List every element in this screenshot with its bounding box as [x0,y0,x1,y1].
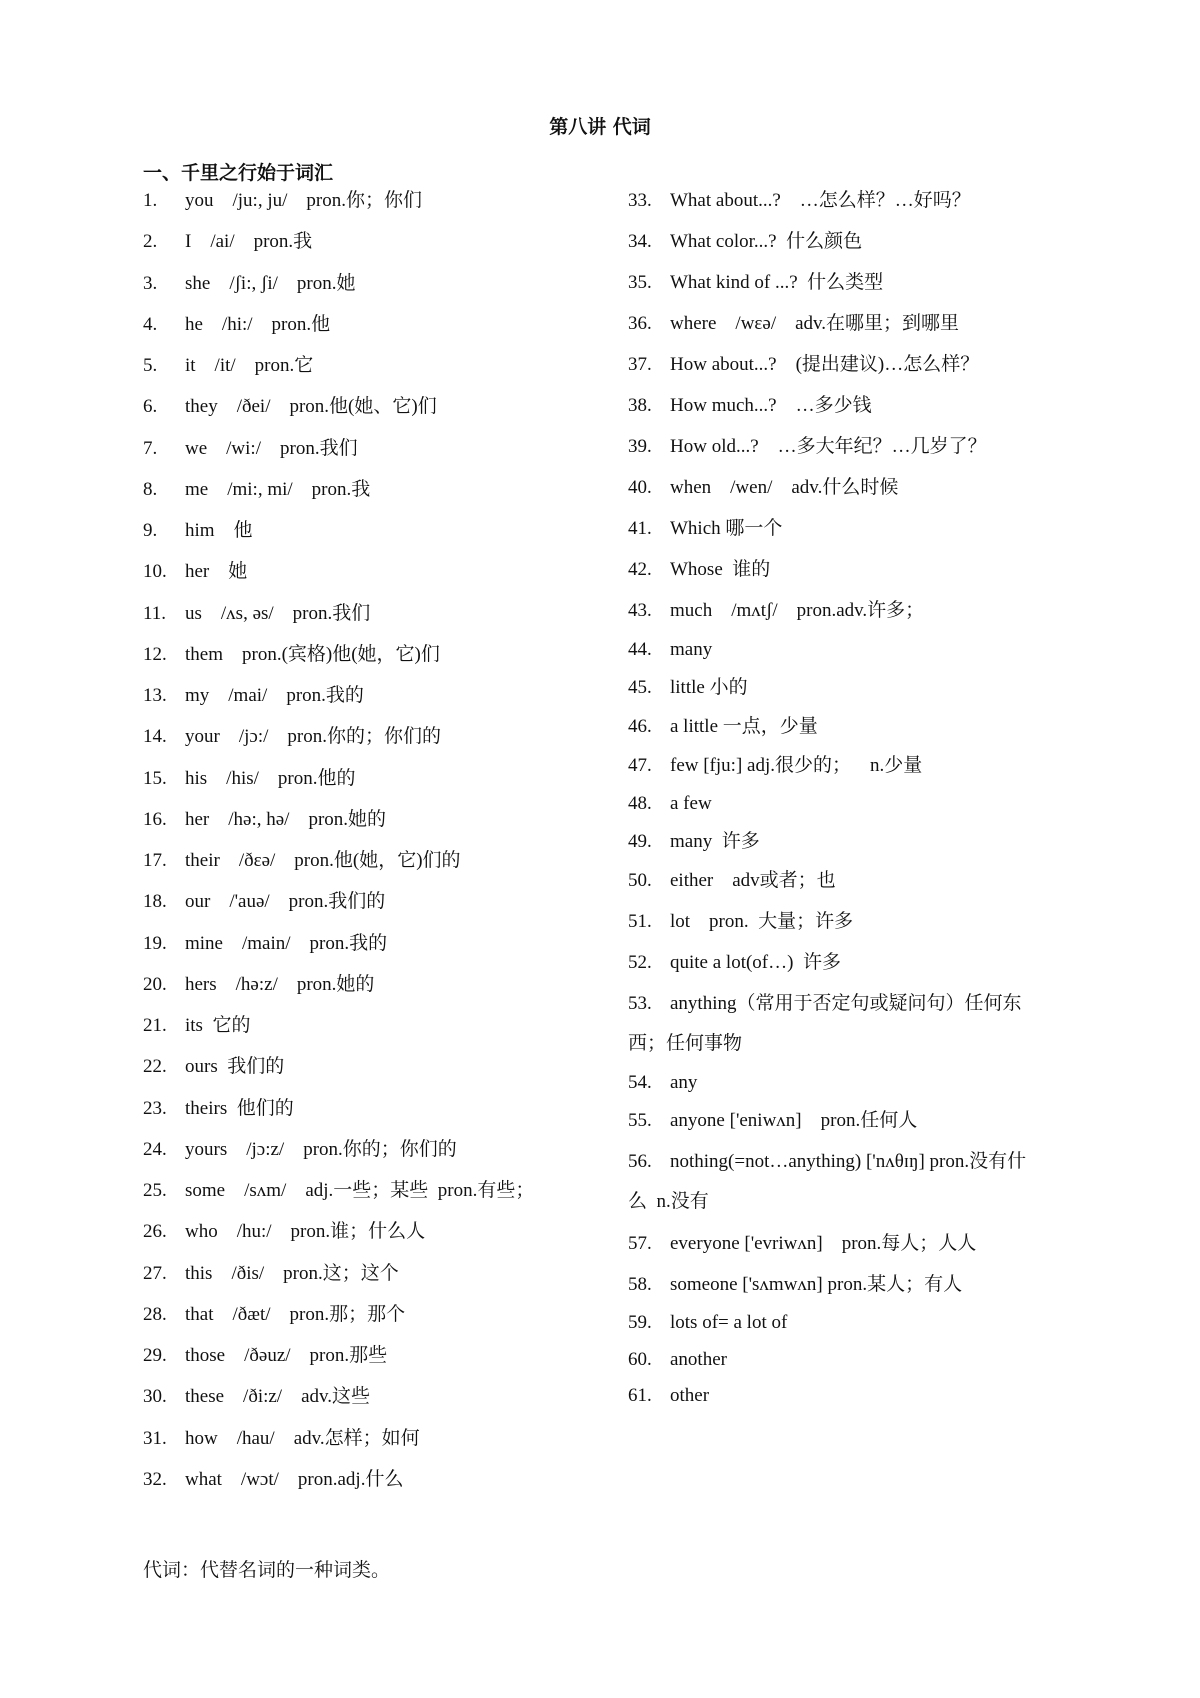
entry-number: 30. [143,1386,167,1408]
entry-number: 61. [628,1385,652,1406]
entry-text: little 小的 [670,677,748,698]
entry-text: me /mi:, mi/ pron.我 [185,478,371,500]
entry-text: us /ʌs, əs/ pron.我们 [185,602,371,624]
vocab-entry [143,1419,420,1459]
entry-number: 16. [143,808,167,830]
entry-number: 17. [143,850,167,871]
vocab-entry [143,429,358,469]
entry-number: 14. [143,726,167,748]
entry-text: this /ðis/ pron.这；这个 [185,1262,399,1284]
vocab-entry-continuation [628,1182,709,1222]
entry-number: 44. [628,639,652,660]
entry-text: them pron.(宾格)他(她，它)们 [185,643,440,665]
vocab-entry [143,1295,405,1335]
entry-number: 13. [143,685,167,706]
vocab-entry [628,427,987,467]
entry-text: How about...? (提出建议)…怎么样？ [670,354,980,375]
vocab-entry [628,550,770,590]
entry-text: they /ðei/ pron.他(她、它)们 [185,396,437,418]
vocab-entry [628,746,922,786]
vocab-entry [143,882,385,922]
definition-note: 代词：代替名词的一种词类。 [143,1560,391,1581]
entry-number: 53. [628,993,652,1014]
entry-number: 50. [628,870,652,891]
vocab-entry [628,1142,1026,1182]
entry-text: these /ði:z/ adv.这些 [185,1386,371,1408]
section-heading: 一、千里之行始于词汇 [143,162,334,184]
entry-number: 26. [143,1221,167,1243]
vocab-entry [143,1089,294,1129]
entry-number: 10. [143,561,167,583]
vocab-entry [628,181,971,221]
entry-number: 46. [628,716,652,737]
entry-number: 25. [143,1180,167,1201]
entry-text: many 许多 [670,831,760,852]
vocab-entry [628,222,862,262]
vocab-entry [143,676,364,716]
entry-number: 36. [628,313,652,334]
entry-text: we /wi:/ pron.我们 [185,437,358,459]
vocab-entry [143,1047,284,1087]
entry-number: 24. [143,1138,167,1160]
entry-text: he /hi:/ pron.他 [185,313,331,335]
entry-number: 3. [143,272,158,294]
entry-text: its 它的 [185,1015,251,1036]
vocab-entry [143,717,441,757]
entry-text: What about...? …怎么样？…好吗？ [670,190,971,211]
entry-text: his /his/ pron.他的 [185,767,356,789]
entry-number: 48. [628,793,652,814]
entry-text: she /ʃi:, ʃi/ pron.她 [185,272,356,294]
entry-number: 34. [628,231,652,252]
vocab-entry [143,1130,457,1170]
entry-text: a little 一点，少量 [670,716,818,737]
entry-text: a few [670,793,712,814]
entry-number: 21. [143,1015,167,1036]
entry-number: 22. [143,1056,167,1078]
entry-number: 60. [628,1349,652,1370]
vocab-entry [628,468,898,508]
vocab-entry [143,1254,399,1294]
entry-text: theirs 他们的 [185,1097,294,1119]
entry-number: 28. [143,1303,167,1325]
entry-number: 8. [143,478,158,500]
entry-number: 42. [628,559,652,580]
vocab-entry [143,800,386,840]
entry-text: her /hə:, hə/ pron.她的 [185,808,387,830]
vocab-entry [143,1336,387,1376]
entry-text: lots of= a lot of [670,1312,788,1333]
entry-number: 52. [628,952,652,973]
vocab-entry [628,1376,709,1416]
vocab-entry [628,984,1022,1024]
entry-number: 23. [143,1097,167,1119]
entry-text: quite a lot(of…) 许多 [670,952,841,973]
vocab-entry [143,841,461,881]
entry-text: her 她 [185,561,248,583]
vocab-entry [143,552,247,592]
entry-number: 33. [628,190,652,211]
vocab-entry [628,1303,787,1343]
vocab-entry [628,1340,727,1380]
vocab-entry [628,668,748,708]
vocab-entry [628,630,712,670]
vocab-entry [143,470,370,510]
entry-number: 35. [628,272,652,293]
entry-number: 38. [628,395,652,416]
vocab-entry [143,1460,403,1500]
entry-number: 2. [143,231,158,253]
entry-text: what /wɔt/ pron.adj.什么 [185,1468,404,1490]
vocab-entry [628,386,872,426]
entry-text: any [670,1072,698,1093]
entry-text: who /hu:/ pron.谁；什么人 [185,1221,426,1243]
entry-number: 58. [628,1274,652,1295]
entry-text: I /ai/ pron.我 [185,231,313,253]
entry-text: 西；任何事物 [628,1033,743,1054]
entry-number: 39. [628,436,652,457]
entry-text: What color...? 什么颜色 [670,231,863,252]
entry-text: our /'auə/ pron.我们的 [185,891,386,913]
entry-text: another [670,1349,727,1370]
entry-number: 15. [143,767,167,789]
vocab-entry [628,263,883,303]
entry-text: it /it/ pron.它 [185,355,314,376]
entry-text: What kind of ...? 什么类型 [670,272,884,293]
vocab-entry [143,305,330,345]
entry-text: nothing(=not…anything) ['nʌθɪŋ] pron.没有什 [670,1151,1027,1172]
entry-text: many [670,639,713,660]
vocab-entry [628,345,979,385]
entry-number: 5. [143,355,158,376]
vocab-entry [628,1265,962,1305]
entry-text: your /jɔ:/ pron.你的；你们的 [185,726,441,748]
entry-text: anyone ['eniwʌn] pron.任何人 [670,1110,918,1131]
entry-text: anything（常用于否定句或疑问句）任何东 [670,993,1022,1014]
vocab-entry [143,759,355,799]
vocab-entry [628,304,959,344]
vocab-entry [628,902,853,942]
entry-number: 49. [628,831,652,852]
vocab-entry [143,222,312,262]
entry-number: 54. [628,1072,652,1093]
vocab-entry [143,1212,425,1252]
entry-text: either adv或者；也 [670,870,836,891]
entry-text: hers /hə:z/ pron.她的 [185,973,375,995]
vocab-entry [628,1063,697,1103]
entry-text: my /mai/ pron.我的 [185,685,364,706]
vocab-entry [143,181,422,221]
entry-text: him 他 [185,520,253,541]
entry-number: 4. [143,313,158,335]
entry-number: 56. [628,1151,652,1172]
entry-number: 19. [143,932,167,954]
entry-number: 31. [143,1427,167,1449]
entry-number: 57. [628,1233,652,1254]
entry-text: how /hau/ adv.怎样；如何 [185,1427,420,1449]
vocab-entry [143,594,370,634]
vocab-entry [628,943,841,983]
entry-number: 29. [143,1345,167,1366]
entry-text: those /ðəuz/ pron.那些 [185,1345,388,1366]
entry-text: yours /jɔ:z/ pron.你的；你们的 [185,1138,457,1160]
entry-number: 59. [628,1312,652,1333]
entry-number: 20. [143,973,167,995]
entry-number: 27. [143,1262,167,1284]
vocab-entry [143,346,313,386]
entry-text: few [fju:] adj.很少的； n.少量 [670,755,923,776]
vocab-entry [628,861,836,901]
entry-text: ours 我们的 [185,1056,285,1078]
entry-text: 么 n.没有 [628,1191,709,1212]
entry-text: where /wεə/ adv.在哪里；到哪里 [670,313,960,334]
vocab-entry [143,924,387,964]
entry-number: 7. [143,437,158,459]
entry-number: 18. [143,891,167,913]
entry-text: much /mʌtʃ/ pron.adv.许多； [670,600,925,621]
entry-number: 45. [628,677,652,698]
vocab-entry [628,591,924,631]
entry-text: mine /main/ pron.我的 [185,932,388,954]
entry-number: 41. [628,518,652,539]
vocab-entry [143,264,355,304]
entry-text: someone ['sʌmwʌn] pron.某人；有人 [670,1274,963,1295]
entry-number: 32. [143,1468,167,1490]
vocab-entry [628,509,782,549]
vocab-entry [628,1224,976,1264]
page-title: 第八讲 代词 [549,116,651,138]
entry-number: 37. [628,354,652,375]
vocab-entry [143,1171,534,1211]
vocab-entry [143,965,374,1005]
entry-number: 43. [628,600,652,621]
entry-text: their /ðεə/ pron.他(她，它)们的 [185,850,461,871]
vocab-entry [143,635,440,675]
vocab-entry [628,707,818,747]
entry-number: 51. [628,911,652,932]
entry-text: Which 哪一个 [670,518,783,539]
entry-text: some /sʌm/ adj.一些；某些 pron.有些； [185,1180,535,1201]
entry-text: Whose 谁的 [670,559,771,580]
vocab-entry [143,511,253,551]
entry-number: 47. [628,755,652,776]
entry-text: everyone ['evriwʌn] pron.每人；人人 [670,1233,977,1254]
vocab-entry [143,387,437,427]
entry-number: 55. [628,1110,652,1131]
entry-number: 6. [143,396,158,418]
entry-text: lot pron. 大量；许多 [670,911,854,932]
entry-number: 9. [143,520,158,541]
entry-number: 12. [143,643,167,665]
vocab-entry [628,1101,917,1141]
entry-text: that /ðæt/ pron.那；那个 [185,1303,406,1325]
vocab-entry [143,1377,370,1417]
entry-text: How old...? …多大年纪？…几岁了？ [670,436,987,457]
entry-text: other [670,1385,710,1406]
entry-number: 1. [143,190,158,211]
vocab-entry [143,1006,250,1046]
entry-text: you /ju:, ju/ pron.你；你们 [185,190,422,211]
entry-number: 11. [143,602,167,624]
entry-text: when /wen/ adv.什么时候 [670,477,899,498]
vocab-entry [628,822,760,862]
entry-number: 40. [628,477,652,498]
vocab-entry [628,784,712,824]
entry-text: How much...? …多少钱 [670,395,872,416]
vocab-entry-continuation [628,1024,742,1064]
